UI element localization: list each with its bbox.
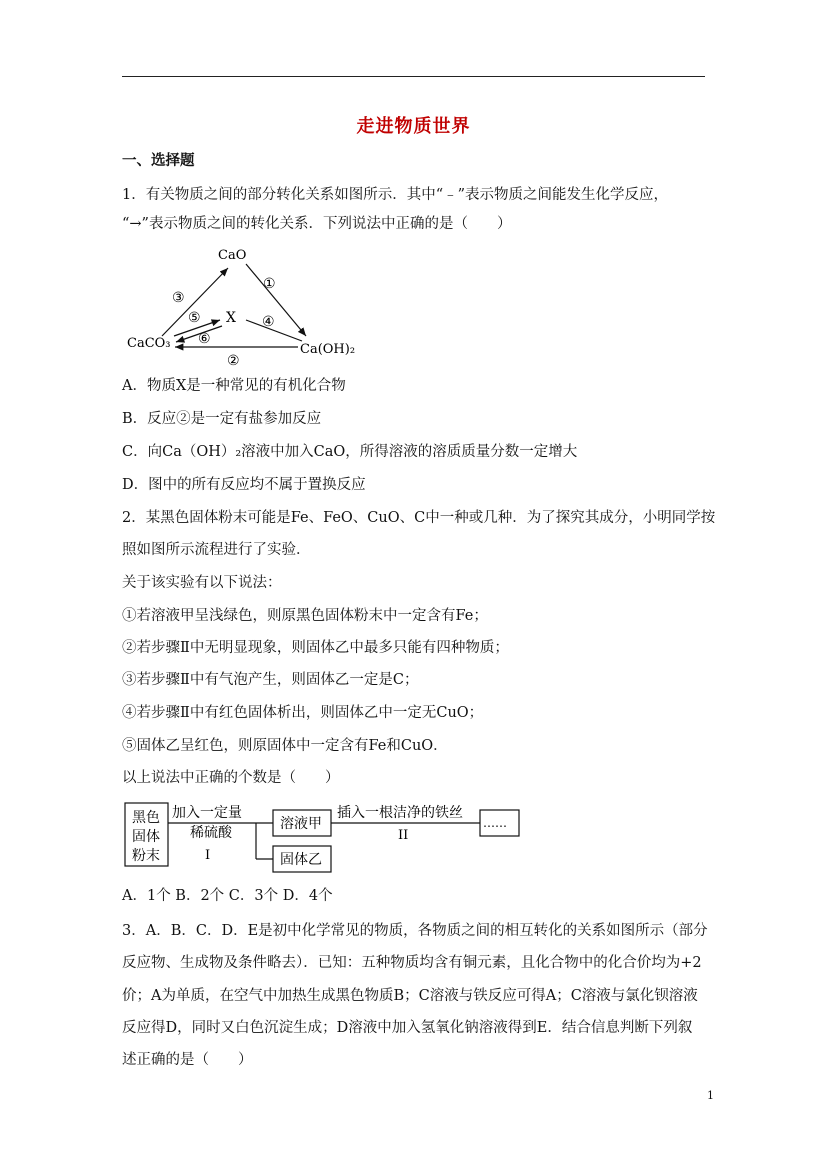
section-heading: 一、选择题 xyxy=(122,152,195,169)
node-x: X xyxy=(226,310,236,326)
label-2: ② xyxy=(227,353,240,369)
q3-line1: 3．A．B．C．D．E是初中化学常见的物质，各物质之间的相互转化的关系如图所示（部分 xyxy=(122,923,708,939)
page-title: 走进物质世界 xyxy=(356,116,471,137)
step1-text-line1: 加入一定量 xyxy=(172,805,242,821)
node-caoh2: Ca(OH)₂ xyxy=(300,342,356,357)
box-solid-label: 固体乙 xyxy=(280,852,322,868)
q2-statement-5: ⑤固体乙呈红色，则原固体中一定含有Fe和CuO． xyxy=(122,738,448,754)
label-5: ⑤ xyxy=(188,310,201,326)
box-start-line1: 黑色 xyxy=(132,810,160,826)
q3-line4: 反应得D，同时又白色沉淀生成；D溶液中加入氢氧化钠溶液得到E．结合信息判断下列叙 xyxy=(122,1020,693,1036)
label-4: ④ xyxy=(262,314,275,330)
q2-stem-line2: 照如图所示流程进行了实验． xyxy=(122,542,311,558)
step1-text-line2: 稀硫酸 xyxy=(190,825,232,841)
label-3: ③ xyxy=(172,290,185,306)
q1-stem-line1: 1．有关物质之间的部分转化关系如图所示．其中“﹣”表示物质之间能发生化学反应， xyxy=(122,187,669,203)
q2-statement-2: ②若步骤Ⅱ中无明显现象，则固体乙中最多只能有四种物质； xyxy=(122,640,509,656)
label-1: ① xyxy=(263,276,276,292)
q1-stem-line2: “→”表示物质之间的转化关系．下列说法中正确的是（ ） xyxy=(122,216,512,232)
box-solution-label: 溶液甲 xyxy=(280,816,322,832)
q1-option-b: B．反应②是一定有盐参加反应 xyxy=(122,411,322,427)
page-number: 1 xyxy=(707,1089,714,1102)
q2-stem-line1: 2．某黑色固体粉末可能是Fe、FeO、CuO、C中一种或几种．为了探究其成分，小明同学按 xyxy=(122,510,716,526)
node-caco3: CaCO₃ xyxy=(127,336,171,351)
q2-statement-4: ④若步骤Ⅱ中有红色固体析出，则固体乙中一定无CuO； xyxy=(122,705,484,721)
step2-text: 插入一根洁净的铁丝 xyxy=(337,805,463,821)
step1-number: I xyxy=(205,848,211,863)
arrow-1 xyxy=(246,264,306,336)
q2-options: A．1个 B．2个 C．3个 D．4个 xyxy=(122,888,333,904)
q1-option-d: D．图中的所有反应均不属于置换反应 xyxy=(122,477,366,493)
q2-question: 以上说法中正确的个数是（ ） xyxy=(122,770,340,786)
q3-line5: 述正确的是（ ） xyxy=(122,1052,253,1068)
q1-option-a: A．物质X是一种常见的有机化合物 xyxy=(122,378,346,394)
q2-intro: 关于该实验有以下说法： xyxy=(122,575,282,591)
box-end-label: …… xyxy=(483,816,507,830)
label-6: ⑥ xyxy=(198,331,211,347)
q1-option-c: C．向Ca（OH）₂溶液中加入CaO，所得溶液的溶质质量分数一定增大 xyxy=(122,444,578,460)
q2-statement-3: ③若步骤Ⅱ中有气泡产生，则固体乙一定是C； xyxy=(122,672,419,688)
box-start-line3: 粉末 xyxy=(132,848,160,864)
node-cao: CaO xyxy=(218,248,247,263)
step2-number: II xyxy=(398,828,409,843)
q2-flow-diagram xyxy=(125,803,519,872)
q2-statement-1: ①若溶液甲呈浅绿色，则原黑色固体粉末中一定含有Fe； xyxy=(122,608,488,624)
q3-line3: 价；A为单质，在空气中加热生成黑色物质B；C溶液与铁反应可得A；C溶液与氯化钡溶液 xyxy=(122,988,698,1004)
box-start-line2: 固体 xyxy=(132,829,160,845)
q3-line2: 反应物、生成物及条件略去）．已知：五种物质均含有铜元素，且化合物中的化合价均为+2 xyxy=(122,955,702,971)
